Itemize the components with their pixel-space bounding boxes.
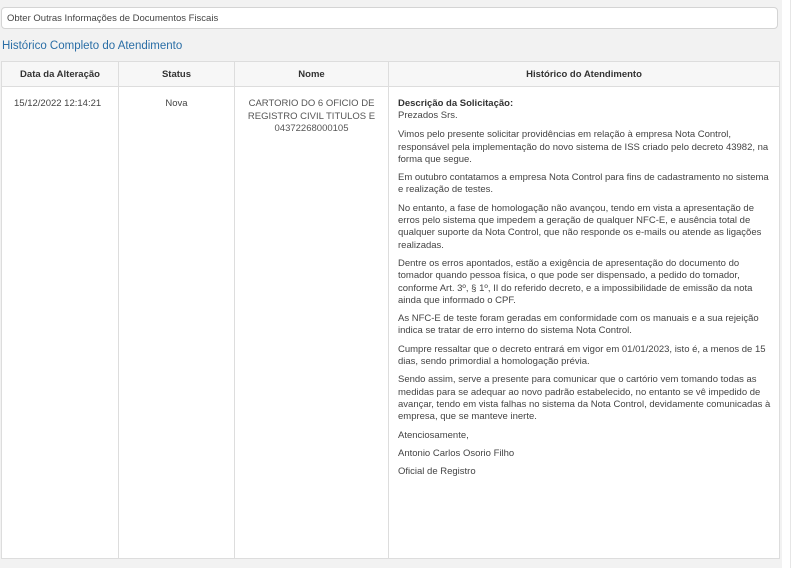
cell-status: Nova [119,87,235,559]
column-header-name[interactable]: Nome [235,62,389,87]
history-paragraph: Dentre os erros apontados, estão a exigência de apresentação do documento do tomador quando pessoa física, o que pode ser dispensado, a pedido do tomador, conforme Art. 3º, § 1º, II do referido decreto, e a impossibilidade de emissão da nota ainda que informado o CPF. [398,257,753,306]
history-paragraph: As NFC-E de teste foram geradas em conformidade com os manuais e a sua rejeição indica se tratar de erro interno do sistema Nota Control. [398,313,759,337]
other-fiscal-info-button[interactable]: Obter Outras Informações de Documentos Fiscais [1,7,778,29]
history-section-title: Histórico Completo do Atendimento [2,40,183,52]
history-paragraph: Oficial de Registro [398,466,476,478]
history-paragraph: Antonio Carlos Osorio Filho [398,447,515,459]
column-header-date[interactable]: Data da Alteração [2,62,119,87]
history-paragraph: No entanto, a fase de homologação não avançou, tendo em vista a apresentação de erros pelo sistema que impedem a geração de qualquer NFC-E, e ausência total de qualquer suporte da Nota Control, que não responde os e-mails ou atende as ligações realizadas. [398,202,762,251]
table-header-row [2,62,780,87]
cell-date: 15/12/2022 12:14:21 [2,87,119,559]
history-paragraph: Prezados Srs. [398,110,458,121]
description-label: Descrição da Solicitação: [398,98,514,109]
cell-history [389,87,780,559]
history-paragraph: Sendo assim, serve a presente para comunicar que o cartório vem tomando todas as medidas para se adequar ao novo padrão estabelecido, no entanto se vê impedido de avançar, tendo em vista falhas no sistema da Nota Control, devidamente comunicadas à empresa, que se manteve inerte. [398,374,771,423]
history-paragraph: Cumpre ressaltar que o decreto entrará em vigor em 01/01/2023, isto é, a menos de 15 dias, sendo primordial a homologação prévia. [398,343,766,368]
history-table [1,61,780,559]
history-paragraph: Em outubro contatamos a empresa Nota Control para fins de cadastramento no sistema e realização de testes. [398,172,769,196]
cell-name: CARTORIO DO 6 OFICIO DE REGISTRO CIVIL TITULOS E 04372268000105 [235,87,389,559]
column-header-history[interactable]: Histórico do Atendimento [389,62,780,87]
history-paragraph: Atenciosamente, [398,429,469,441]
history-paragraph: Vimos pelo presente solicitar providências em relação à empresa Nota Control, responsável pela implementação do novo sistema de ISS criado pelo decreto 43982, na forma que segue. [398,129,769,165]
column-header-status[interactable]: Status [119,62,235,87]
table-row [2,87,780,559]
scrollbar-track[interactable] [782,0,790,568]
table-footer [1,561,779,568]
